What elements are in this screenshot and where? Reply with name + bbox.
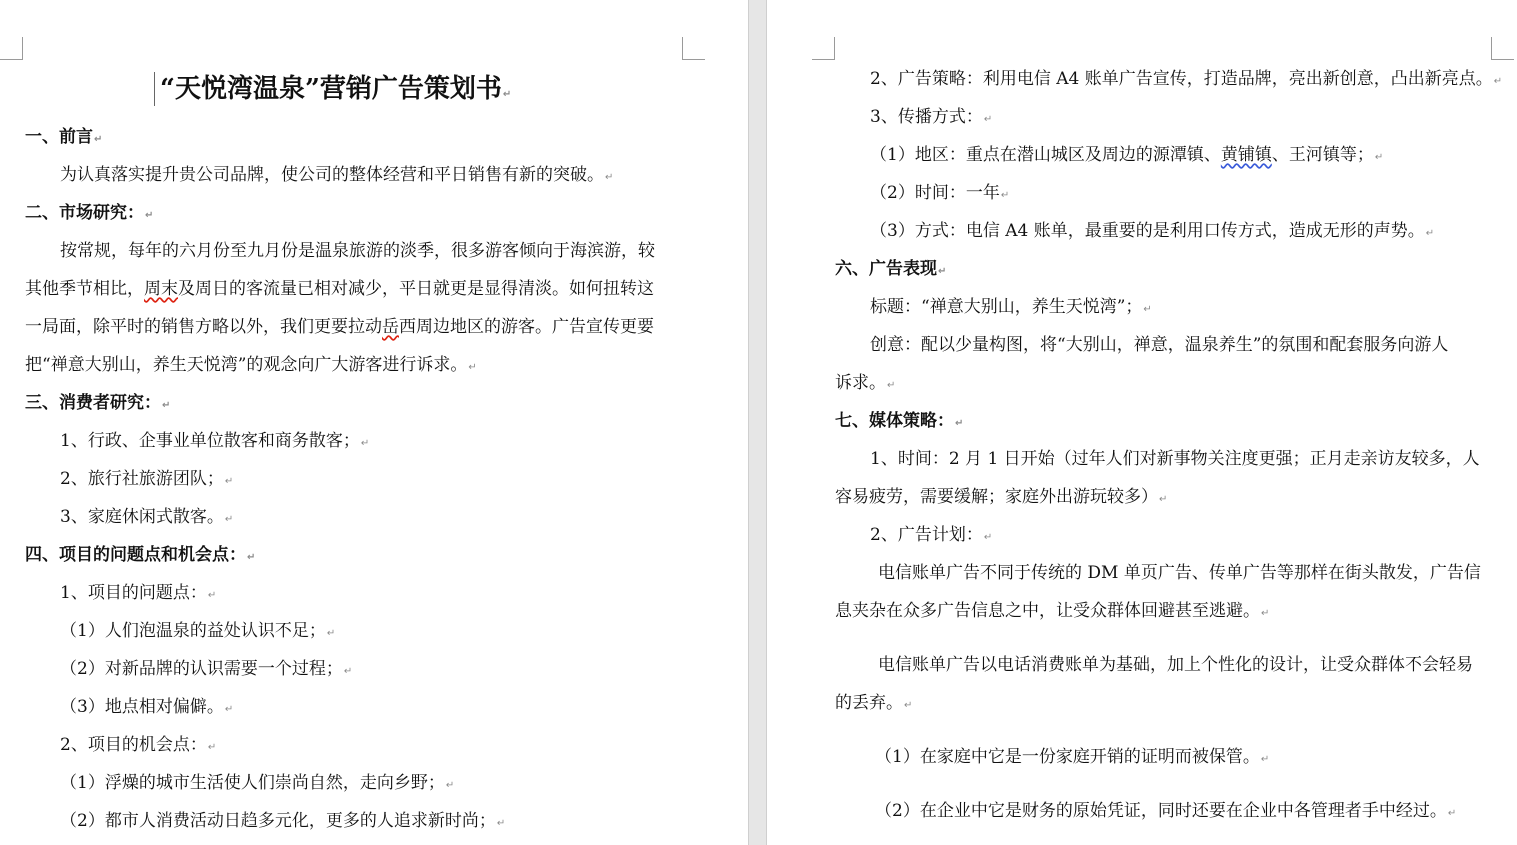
document-page-left [0,0,748,845]
paragraph-line[interactable]: 一局面，除平时的销售方略以外，我们更要拉动岳西周边地区的游客。广告宣传更要 [25,317,654,337]
list-item[interactable]: 2、项目的机会点：↵ [60,735,217,755]
list-item[interactable]: 2、广告策略：利用电信 A4 账单广告宣传，打造品牌，亮出新创意，凸出新亮点。↵ [870,69,1503,89]
list-item[interactable]: （1）人们泡温泉的益处认识不足；↵ [60,621,336,641]
page-gutter [748,0,767,845]
list-item[interactable]: 2、广告计划：↵ [870,525,993,545]
paragraph-line[interactable]: 息夹杂在众多广告信息之中，让受众群体回避甚至逃避。↵ [835,601,1270,621]
list-item[interactable]: （3）地点相对偏僻。↵ [60,697,234,717]
list-item[interactable]: （2）时间：一年↵ [870,183,1010,203]
paragraph-line[interactable]: 诉求。↵ [835,373,896,393]
document-title[interactable]: “天悦湾温泉”营销广告策划书↵ [160,74,512,104]
margin-corner-mark [682,37,705,60]
list-item[interactable]: 1、行政、企事业单位散客和商务散客；↵ [60,431,370,451]
grammar-check-mark: 黄铺镇 [1220,145,1272,165]
section-heading[interactable]: 二、市场研究：↵ [25,203,154,223]
section-heading[interactable]: 四、项目的问题点和机会点：↵ [25,545,256,565]
paragraph-line[interactable]: 电信账单广告以电话消费账单为基础，加上个性化的设计，让受众群体不会轻易 [878,655,1473,675]
list-item[interactable]: （1）在家庭中它是一份家庭开销的证明而被保管。↵ [875,747,1270,767]
margin-corner-mark [0,37,23,60]
section-heading[interactable]: 七、媒体策略：↵ [835,411,964,431]
list-item[interactable]: 1、项目的问题点：↵ [60,583,217,603]
section-heading[interactable]: 六、广告表现↵ [835,259,947,279]
list-item[interactable]: （1）地区：重点在潜山城区及周边的源潭镇、黄铺镇、王河镇等；↵ [870,145,1384,165]
list-item[interactable]: 3、家庭休闲式散客。↵ [60,507,234,527]
list-item[interactable]: （2）对新品牌的认识需要一个过程；↵ [60,659,353,679]
list-item[interactable]: （3）方式：电信 A4 账单，最重要的是利用口传方式，造成无形的声势。↵ [870,221,1435,241]
paragraph-line[interactable]: 电信账单广告不同于传统的 DM 单页广告、传单广告等那样在街头散发，广告信 [878,563,1481,583]
margin-corner-mark [812,37,835,60]
section-heading[interactable]: 一、前言↵ [25,127,103,147]
paragraph-line[interactable]: 容易疲劳，需要缓解；家庭外出游玩较多）↵ [835,487,1168,507]
list-item[interactable]: （2）都市人消费活动日趋多元化，更多的人追求新时尚；↵ [60,811,506,831]
paragraph-line[interactable]: 把“禅意大别山，养生天悦湾”的观念向广大游客进行诉求。↵ [25,355,477,375]
paragraph-line[interactable]: 1、时间：2 月 1 日开始（过年人们对新事物关注度更强；正月走亲访友较多，人 [870,449,1480,469]
list-item[interactable]: （1）浮燥的城市生活使人们崇尚自然，走向乡野；↵ [60,773,455,793]
paragraph-line[interactable]: 创意：配以少量构图，将“大别山，禅意，温泉养生”的氛围和配套服务向游人 [870,335,1449,355]
paragraph-line[interactable]: 按常规，每年的六月份至九月份是温泉旅游的淡季，很多游客倾向于海滨游，较 [60,241,655,261]
list-item[interactable]: 2、旅行社旅游团队；↵ [60,469,234,489]
text-cursor [154,72,155,106]
list-item[interactable]: 3、传播方式：↵ [870,107,993,127]
paragraph-line[interactable]: 其他季节相比，周末及周日的客流量已相对减少，平日就更是显得清淡。如何扭转这 [25,279,654,299]
paragraph-line[interactable]: 标题：“禅意大别山，养生天悦湾”；↵ [870,297,1152,317]
list-item[interactable]: （2）在企业中它是财务的原始凭证，同时还要在企业中各管理者手中经过。↵ [875,801,1457,821]
margin-corner-mark [1491,37,1514,60]
paragraph-line[interactable]: 为认真落实提升贵公司品牌，使公司的整体经营和平日销售有新的突破。↵ [60,165,614,185]
paragraph-line[interactable]: 的丢弃。↵ [835,693,913,713]
spelling-error-mark: 周末 [144,279,178,299]
document-page-right [767,0,1517,845]
section-heading[interactable]: 三、消费者研究：↵ [25,393,171,413]
spelling-error-mark: 岳 [382,317,399,337]
